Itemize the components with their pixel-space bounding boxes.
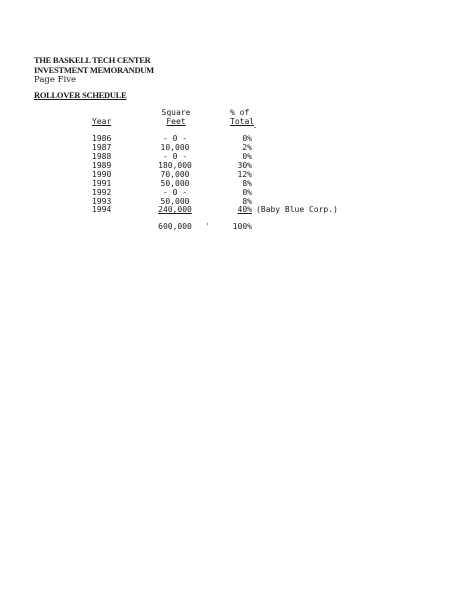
table-row-sqft: 180,000 [158, 161, 192, 170]
table-row-year: 1994 [92, 205, 112, 214]
table-row-year: 1986 [92, 134, 112, 143]
memo-header [34, 55, 154, 85]
table-row-year: 1988 [92, 152, 112, 161]
table-row-note: (Baby Blue Corp.) [256, 205, 338, 214]
table-row-sqft: 50,000 [160, 179, 190, 188]
table-row-pct: 0% [242, 134, 252, 143]
table-row-year: 1992 [92, 188, 112, 197]
pct-header-line2: Total [230, 117, 255, 126]
table-row-sqft: 70,000 [160, 170, 190, 179]
table-row-year: 1989 [92, 161, 112, 170]
header-doc-type: INVESTMENT MEMORANDUM [34, 65, 154, 75]
table-row-sqft: - 0 - [162, 134, 188, 143]
table-row-sqft: 240,000 [158, 205, 192, 214]
pct-header-line1: % of [230, 108, 250, 117]
header-company: THE BASKELL TECH CENTER [34, 55, 151, 65]
scan-speck [207, 223, 208, 225]
table-row-pct: 8% [242, 179, 252, 188]
total-sqft: 600,000 [158, 222, 192, 231]
table-row-pct: 0% [242, 152, 252, 161]
table-row-sqft: 10,000 [160, 143, 190, 152]
table-row-year: 1990 [92, 170, 112, 179]
year-header: Year [92, 117, 112, 126]
table-row-year: 1991 [92, 179, 112, 188]
table-row-pct: 0% [242, 188, 252, 197]
header-page-number: Page Five [34, 75, 77, 85]
scan-speck [254, 127, 256, 128]
table-row-sqft: - 0 - [162, 152, 188, 161]
table-row-pct: 8% [242, 197, 252, 206]
table-row-pct: 30% [237, 161, 252, 170]
total-pct: 100% [232, 222, 252, 231]
table-row-pct: 40% [237, 205, 252, 214]
table-row-pct: 2% [242, 143, 252, 152]
table-row-sqft: 50,000 [160, 197, 190, 206]
table-row-pct: 12% [237, 170, 252, 179]
table-row-year: 1993 [92, 197, 112, 206]
sqft-header-line2: Feet [166, 117, 186, 126]
sqft-header-line1: Square [161, 108, 191, 117]
table-row-year: 1987 [92, 143, 112, 152]
section-title: ROLLOVER SCHEDULE [34, 90, 127, 100]
table-row-sqft: - 0 - [162, 188, 188, 197]
